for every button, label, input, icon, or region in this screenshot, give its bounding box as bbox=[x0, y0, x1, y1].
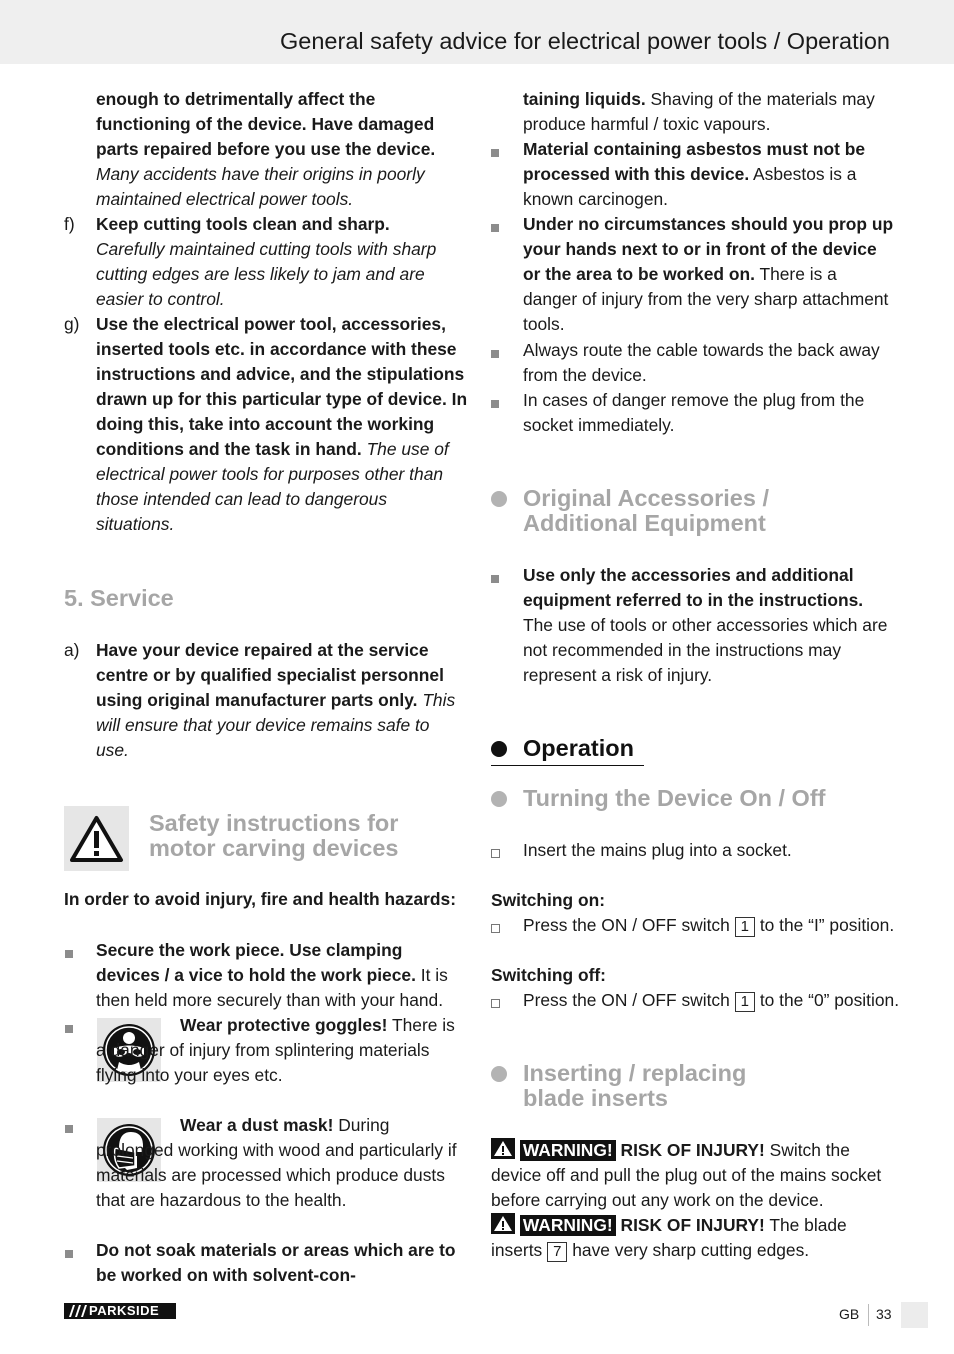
item-label-f: f) bbox=[64, 214, 75, 234]
warning-icon bbox=[491, 1138, 515, 1159]
bullet-square bbox=[491, 400, 499, 408]
page-number: 33 bbox=[876, 1306, 892, 1322]
heading-dot bbox=[491, 1066, 507, 1082]
warning-icon bbox=[491, 1213, 515, 1234]
item-f: Keep cutting tools clean and sharp. Carefully maintained cutting tools with sharp cutting edges are less likely to jam and are easier to control. bbox=[96, 214, 437, 309]
heading-dot bbox=[491, 741, 507, 757]
bullet-asbestos: Material containing asbestos must not be processed with this device. Asbestos is a known carcinogen. bbox=[523, 139, 866, 209]
ref-number: 7 bbox=[547, 1242, 567, 1262]
turning-heading: Turning the Device On / Off bbox=[523, 785, 826, 811]
heading-dot bbox=[491, 491, 507, 507]
parkside-logo bbox=[64, 1303, 176, 1319]
bullet-square bbox=[491, 350, 499, 358]
bullet-accessories: Use only the accessories and additional equipment referred to in the instructions. The use of tools or other accessories which are not recommended in the instructions may represent a risk of injury. bbox=[523, 565, 888, 685]
bullet-square bbox=[491, 149, 499, 157]
bullet-square bbox=[65, 1125, 73, 1133]
footer-divider bbox=[868, 1304, 869, 1326]
safety-intro: In order to avoid injury, fire and health hazards: bbox=[64, 889, 456, 909]
item-a: Have your device repaired at the service centre or by qualified specialist personnel using original manufacturer parts only. This will ensure that your device remains safe to use. bbox=[96, 640, 456, 760]
bullet-goggles: Wear protective goggles! There is a danger of injury from splintering materials flying into your eyes etc. bbox=[96, 1015, 455, 1085]
heading-dot bbox=[491, 791, 507, 807]
warning-1: WARNING! RISK OF INJURY! Switch the device off and pull the plug out of the mains socket before carrying out any work on the device. bbox=[491, 1140, 882, 1210]
bullet-square bbox=[65, 1250, 73, 1258]
accessories-heading: Original Accessories / Additional Equipment bbox=[523, 485, 769, 536]
item-g: Use the electrical power tool, accessories, inserted tools etc. in accordance with these instructions and advice, and the stipulations drawn up for this particular type of device. In doing this, take into account the working conditions and the task in hand. The use of electrical power tools for purposes other than those intended can lead to dangerous situations. bbox=[96, 314, 468, 534]
bullet-danger-plug: In cases of danger remove the plug from the socket immediately. bbox=[523, 390, 865, 435]
page-title: General safety advice for electrical power tools / Operation bbox=[280, 28, 890, 54]
safety-heading: Safety instructions for motor carving devices bbox=[149, 810, 399, 861]
ref-number: 1 bbox=[735, 992, 755, 1012]
bullet-secure-workpiece: Secure the work piece. Use clamping devices / a vice to hold the work piece. It is then held more securely than with your hand. bbox=[96, 940, 448, 1010]
step-square bbox=[491, 924, 500, 933]
right-continuation: taining liquids. Shaving of the materials may produce harmful / toxic vapours. bbox=[523, 89, 875, 134]
switch-off-label: Switching off: bbox=[491, 965, 606, 985]
item-label-a: a) bbox=[64, 640, 80, 660]
warning-badge: WARNING! bbox=[520, 1215, 616, 1236]
warning-badge: WARNING! bbox=[520, 1140, 616, 1161]
bullet-square bbox=[491, 224, 499, 232]
operation-heading: Operation bbox=[523, 735, 634, 761]
bullet-square bbox=[65, 1025, 73, 1033]
footer-tab bbox=[901, 1302, 928, 1328]
bullet-square bbox=[491, 575, 499, 583]
bullet-hands: Under no circumstances should you prop up your hands next to or in front of the device or the area to be worked on. There is a danger of injury from the very sharp attachment tools. bbox=[523, 214, 894, 334]
step-switch-off: Press the ON / OFF switch 1 to the “0” position. bbox=[523, 990, 900, 1010]
step-square bbox=[491, 999, 500, 1008]
step-square bbox=[491, 849, 500, 858]
brand-name: PARKSIDE bbox=[89, 1303, 160, 1318]
switch-on-label: Switching on: bbox=[491, 890, 605, 910]
warning-triangle-icon bbox=[64, 806, 129, 871]
left-continuation: enough to detrimentally affect the functioning of the device. Have damaged parts repaired before you use the device. Many accidents have their origins in poorly maintained electrical power tools. bbox=[96, 89, 436, 209]
page-header bbox=[0, 0, 954, 64]
bullet-solvent: Do not soak materials or areas which are to be worked on with solvent-con- bbox=[96, 1240, 456, 1285]
bullet-cable: Always route the cable towards the back away from the device. bbox=[523, 340, 880, 385]
warning-triangle-box bbox=[64, 806, 129, 871]
warning-2: WARNING! RISK OF INJURY! The blade inserts 7 have very sharp cutting edges. bbox=[491, 1215, 847, 1260]
item-label-g: g) bbox=[64, 314, 80, 334]
bullet-square bbox=[65, 950, 73, 958]
step-switch-on: Press the ON / OFF switch 1 to the “I” position. bbox=[523, 915, 895, 935]
step-insert-plug: Insert the mains plug into a socket. bbox=[523, 840, 792, 860]
language-code: GB bbox=[839, 1306, 860, 1322]
operation-underline bbox=[491, 765, 644, 766]
service-heading: 5. Service bbox=[64, 585, 174, 611]
ref-number: 1 bbox=[735, 917, 755, 937]
bullet-dust-mask: Wear a dust mask! During prolonged working with wood and particularly if materials are processed which produce dusts that are hazardous to the health. bbox=[96, 1115, 457, 1210]
inserting-heading: Inserting / replacing blade inserts bbox=[523, 1060, 747, 1111]
logo-stripes-icon bbox=[66, 1303, 88, 1319]
